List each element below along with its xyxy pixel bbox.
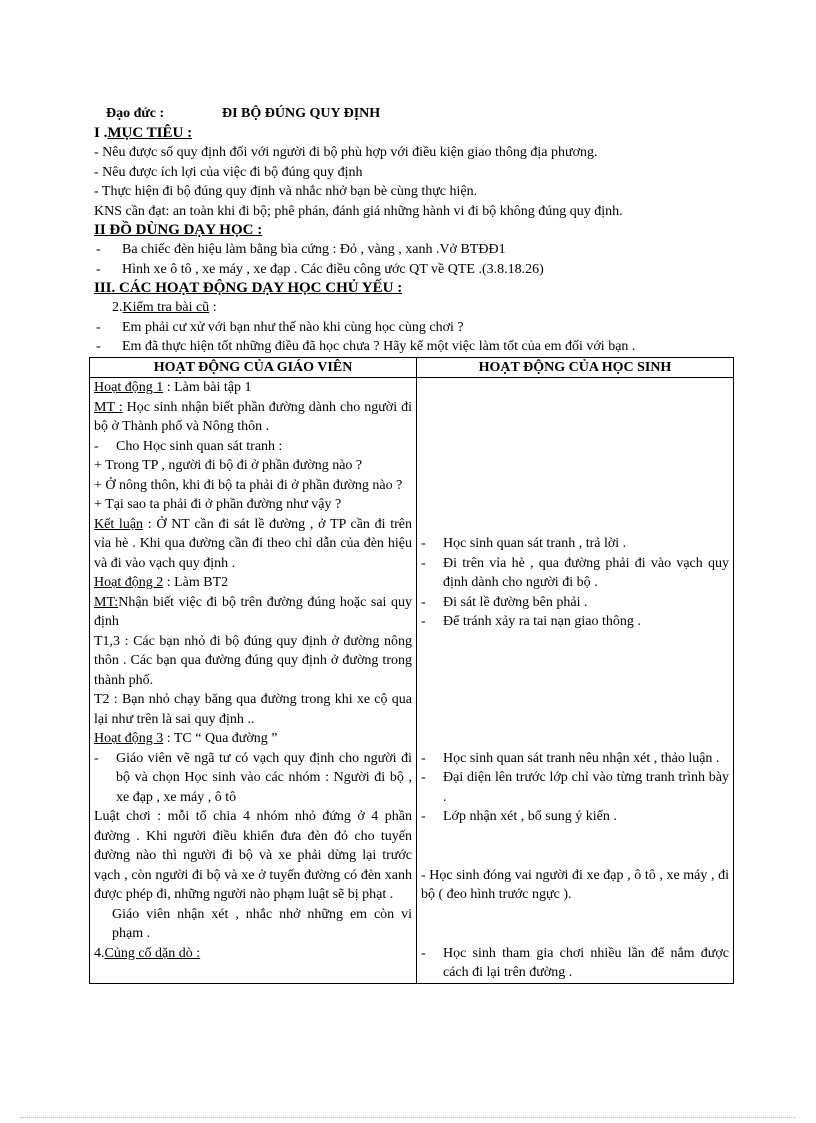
student-response <box>421 612 729 632</box>
teacher-activities-cell <box>90 378 417 984</box>
dash-marker: - <box>96 242 101 257</box>
lesson-title: ĐI BỘ ĐÚNG QUY ĐỊNH <box>222 106 381 121</box>
student-activities-cell <box>417 378 734 984</box>
activity-label: Hoạt động 3 <box>94 731 164 746</box>
check-question <box>94 318 734 338</box>
activity-3-heading <box>94 729 412 749</box>
response-text: Đi sát lề đường bên phải . <box>443 594 588 610</box>
spacer <box>421 378 729 534</box>
dash-marker: - <box>421 594 426 610</box>
objective-text: Học sinh nhận biết phần đường dành cho người đi bộ ở Thành phố và Nông thôn . <box>94 399 412 434</box>
conclusion-label: Kết luận <box>94 516 144 532</box>
dash-marker: - <box>421 555 426 571</box>
lesson-plan <box>94 104 734 357</box>
teacher-column-header: HOẠT ĐỘNG CỦA GIÁO VIÊN <box>90 358 417 378</box>
activity-text: : Làm bài tập 1 <box>163 380 252 395</box>
game-rules: Luật chơi : mỗi tổ chia 4 nhóm nhỏ đứng ở 4 phần đường . Khi người điều khiển đưa đèn đỏ cho tuyến đường nào thì người đi bộ và xe phải dừng lại trước vạch , còn người đi bộ và xe ở tuyến đường có đèn xanh được phép đi, những người nào phạm luật sẽ bị phạt . <box>94 809 412 902</box>
student-response <box>421 807 729 827</box>
instruction-text: Giáo viên vẽ ngã tư có vạch quy định cho người đi bộ và chọn Học sinh vào các nhóm : Người đi bộ , xe đạp , xe máy , ô tô <box>116 750 412 805</box>
spacer <box>421 905 729 944</box>
activity-text: : Làm BT2 <box>163 575 229 590</box>
section-title: III. CÁC HOẠT ĐỘNG DẠY HỌC CHỦ YẾU : <box>94 280 403 296</box>
observe-instruction <box>94 437 412 457</box>
dash-marker: - <box>421 809 426 824</box>
response-text: Lớp nhận xét , bổ sung ý kiến . <box>443 809 617 824</box>
student-response <box>421 554 729 593</box>
response-text: Đại diện lên trước lớp chỉ vào từng tranh trình bày . <box>443 770 729 805</box>
picture-2-note: T2 : Bạn nhỏ chạy băng qua đường trong khi xe cộ qua lại như trên là sai quy định .. <box>94 692 412 727</box>
activity-1-heading <box>94 378 412 398</box>
response-text: Học sinh quan sát tranh , trả lời . <box>443 536 627 551</box>
section-title: MỤC TIÊU : <box>107 125 193 141</box>
consolidation-label: Củng cố dặn dò : <box>104 945 201 961</box>
objective-item: - Nêu được ích lợi của việc đi bộ đúng quy định <box>94 164 363 180</box>
dash-marker: - <box>421 770 426 785</box>
objective-item: - Thực hiện đi bộ đúng quy định và nhắc nhở bạn bè cùng thực hiện. <box>94 184 478 199</box>
material-item <box>94 240 734 260</box>
conclusion <box>94 515 412 574</box>
objective-2 <box>94 593 412 632</box>
question-2: + Ở nông thôn, khi đi bộ ta phải đi ở phần đường nào ? <box>94 477 403 493</box>
dash-marker: - <box>421 614 426 629</box>
student-response <box>421 768 729 807</box>
consolidation-number: 4. <box>94 945 105 961</box>
footer-divider <box>20 1117 796 1118</box>
table-header-row <box>90 358 734 378</box>
student-response: - Học sinh đóng vai người đi xe đạp , ô tô , xe máy , đi bộ ( đeo hình trước ngực ). <box>421 867 729 902</box>
material-text: Hình xe ô tô , xe máy , xe đạp . Các điều công ước QT về QTE .(3.8.18.26) <box>122 261 544 277</box>
spacer <box>421 827 729 866</box>
question-1: + Trong TP , người đi bộ đi ở phần đường nào ? <box>94 458 363 473</box>
student-column-header: HOẠT ĐỘNG CỦA HỌC SINH <box>417 358 734 378</box>
picture-1-3-note: T1,3 : Các bạn nhỏ đi bộ đúng quy định ở đường nông thôn . Các bạn qua đường đúng quy định ở đường trong thành phố. <box>94 633 412 688</box>
spacer <box>421 632 729 749</box>
activity-label: Hoạt động 1 <box>94 380 164 395</box>
kns-text: KNS cần đạt: an toàn khi đi bộ; phê phán, đánh giá những hành vi đi bộ không đúng quy định. <box>94 203 623 219</box>
activity-text: : TC “ Qua đường ” <box>163 731 278 746</box>
check-colon: : <box>209 300 217 315</box>
question-text: Em đã thực hiện tốt những điều đã học chưa ? Hãy kể một việc làm tốt của em đối với bạn . <box>122 339 636 354</box>
objective-label: MT: <box>94 594 119 610</box>
conclusion-text: : Ở NT cần đi sát lề đường , ở TP cần đi trên vỉa hè . Khi qua đường cần đi theo chỉ dẫn của đèn hiệu và đi vào vạch quy định . <box>94 516 412 571</box>
objective-item: - Nêu được số quy định đối với người đi bộ phù hợp với điều kiện giao thông địa phương. <box>94 145 598 160</box>
dash-marker: - <box>421 536 426 551</box>
student-response <box>421 534 729 554</box>
dash-marker: - <box>421 750 426 766</box>
activities-table <box>89 357 734 984</box>
check-label: Kiểm tra bài cũ <box>122 300 210 315</box>
consolidation-heading <box>94 944 412 964</box>
dash-marker: - <box>94 438 99 454</box>
question-text: Em phải cư xử với bạn như thế nào khi cùng học cùng chơi ? <box>122 319 464 335</box>
student-response <box>421 749 729 769</box>
title-line <box>106 104 734 124</box>
objective-1 <box>94 398 412 437</box>
question-3: + Tại sao ta phải đi ở phần đường như vậy ? <box>94 497 342 512</box>
response-text: Để tránh xảy ra tai nạn giao thông . <box>443 614 641 629</box>
check-question <box>94 337 734 357</box>
section-activities-heading <box>94 279 734 298</box>
response-text: Học sinh quan sát tranh nêu nhận xét , thảo luận . <box>443 750 720 766</box>
section-materials-heading: II ĐỒ DÙNG DẠY HỌC : <box>94 222 263 238</box>
section-number: I . <box>94 125 108 141</box>
check-number: 2. <box>112 300 123 315</box>
activity-label: Hoạt động 2 <box>94 575 164 590</box>
objective-text: Nhận biết việc đi bộ trên đường đúng hoặc sai quy định <box>94 594 412 629</box>
dash-marker: - <box>96 339 101 354</box>
section-objectives-heading <box>94 124 734 143</box>
draw-instruction <box>94 749 412 808</box>
material-item <box>94 260 734 280</box>
student-response <box>421 593 729 613</box>
objective-label: MT : <box>94 399 123 415</box>
response-text: Đi trên vỉa hè , qua đường phải đi vào vạch quy định dành cho người đi bộ . <box>443 555 729 590</box>
activity-2-heading <box>94 573 412 593</box>
instruction-text: Cho Học sinh quan sát tranh : <box>116 438 283 454</box>
teacher-comment: Giáo viên nhận xét , nhắc nhở những em còn vi phạm . <box>112 906 412 941</box>
subject-label: Đạo đức : <box>106 106 165 121</box>
check-old-lesson <box>94 298 734 318</box>
student-response <box>421 944 729 983</box>
material-text: Ba chiếc đèn hiệu làm bằng bìa cứng : Đỏ , vàng , xanh .Vở BTĐĐ1 <box>122 242 506 257</box>
dash-marker: - <box>421 945 426 961</box>
dash-marker: - <box>96 261 101 277</box>
dash-marker: - <box>94 750 99 766</box>
dash-marker: - <box>96 319 101 335</box>
response-text: Học sinh tham gia chơi nhiều lần để nắm được cách đi lại trên đường . <box>443 945 729 980</box>
table-row <box>90 378 734 984</box>
